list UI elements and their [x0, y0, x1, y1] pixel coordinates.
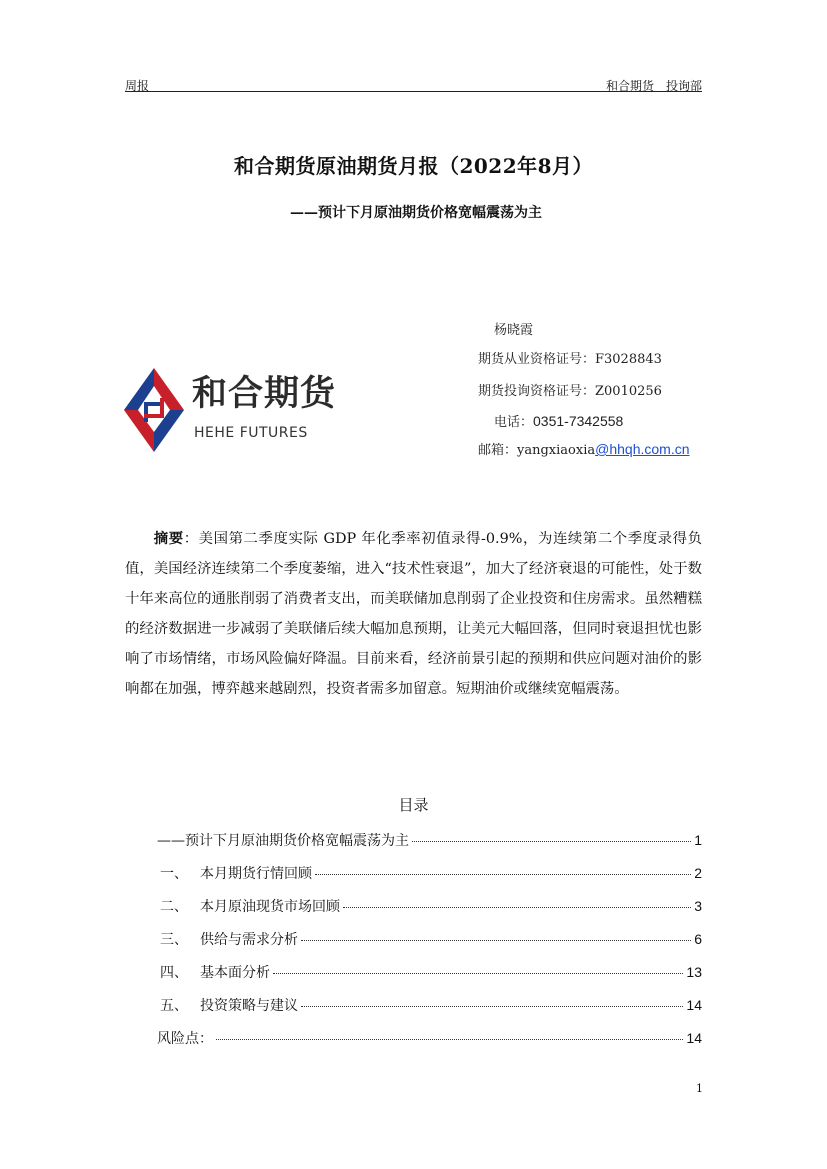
- toc-item[interactable]: [160, 962, 702, 984]
- toc-item-number: 一、: [160, 866, 188, 882]
- company-logo: [122, 362, 342, 457]
- toc-leader-dots: [301, 1006, 683, 1007]
- toc-leader-dots: [273, 973, 683, 974]
- toc-item-page: 6: [694, 931, 702, 947]
- toc-item-number: 三、: [160, 932, 188, 948]
- email-line: [478, 439, 690, 458]
- toc-item-label: 本月原油现货市场回顾: [200, 899, 340, 915]
- abstract-paragraph: [125, 524, 702, 704]
- toc-item-page: 1: [694, 832, 702, 848]
- toc-item[interactable]: [160, 929, 702, 951]
- analyst-name: 杨晓霞: [494, 323, 534, 338]
- toc-leader-dots: [216, 1039, 683, 1040]
- toc-leader-dots: [343, 907, 691, 908]
- report-title: 和合期货原油期货月报（2022年8月）: [233, 154, 594, 178]
- phone-line: [494, 411, 623, 430]
- header-right: 和合期货 投询部: [605, 79, 702, 93]
- license-number: 期货从业资格证号：F3028843: [478, 352, 662, 367]
- toc-item-number: 五、: [160, 998, 188, 1014]
- toc-leader-dots: [301, 940, 691, 941]
- email-label: 邮箱：: [478, 443, 518, 458]
- header-left: 周报: [125, 79, 150, 93]
- toc-item-label: 投资策略与建议: [200, 998, 298, 1014]
- report-subtitle: ——预计下月原油期货价格宽幅震荡为主: [290, 205, 542, 221]
- abstract-text: ：美国第二季度实际 GDP 年化季率初值录得-0.9%，为连续第二个季度录得负值，美国经济连续第二个季度萎缩，进入“技术性衰退”，加大了经济衰退的可能性，处于数十年来高位的通胀削弱了消费者支出，而美联储加息削弱了企业投资和住房需求。虽然糟糕的经济数据进一步减弱了美联储后续大幅加息预期，让美元大幅回落，但同时衰退担忧也影响了市场情绪，市场风险偏好降温。目前来看，经济前景引起的预期和供应问题对油价的影响都在加强，博弈越来越剧烈，投资者需多加留意。短期油价或继续宽幅震荡。: [125, 531, 702, 697]
- toc-item-number: 四、: [160, 965, 188, 981]
- toc-item-label: ——预计下月原油期货价格宽幅震荡为主: [157, 833, 409, 849]
- hehe-logo-icon: [122, 366, 186, 454]
- invest-license-number: 期货投询资格证号：Z0010256: [478, 384, 662, 399]
- toc-item-page: 14: [686, 1030, 702, 1046]
- toc-item-label: 本月期货行情回顾: [200, 866, 312, 882]
- toc-item-number: 二、: [160, 899, 188, 915]
- toc-item-label: 风险点：: [157, 1031, 213, 1047]
- phone-label: 电话：: [494, 415, 534, 430]
- toc-title: 目录: [398, 796, 429, 814]
- toc-leader-dots: [315, 874, 691, 875]
- toc-item[interactable]: [160, 863, 702, 885]
- toc-leader-dots: [412, 841, 691, 842]
- logo-chinese-text: 和合期货: [192, 374, 337, 414]
- toc-item-page: 3: [694, 898, 702, 914]
- abstract-label: 摘要: [153, 530, 184, 547]
- toc-item[interactable]: [160, 995, 702, 1017]
- toc-item-label: 基本面分析: [200, 965, 270, 981]
- logo-english-text: HEHE FUTURES: [194, 425, 308, 441]
- toc-item[interactable]: [157, 830, 702, 852]
- page-header: [125, 75, 702, 92]
- email-link[interactable]: @hhqh.com.cn: [595, 441, 690, 457]
- page-number: 1: [696, 1082, 703, 1095]
- phone-number: 0351-7342558: [533, 413, 624, 429]
- toc-item[interactable]: [157, 1028, 702, 1050]
- toc-item-label: 供给与需求分析: [200, 932, 298, 948]
- email-user: yangxiaoxia: [517, 443, 596, 458]
- toc-item[interactable]: [160, 896, 702, 918]
- toc-item-page: 13: [686, 964, 702, 980]
- toc-item-page: 14: [686, 997, 702, 1013]
- toc-item-page: 2: [694, 865, 702, 881]
